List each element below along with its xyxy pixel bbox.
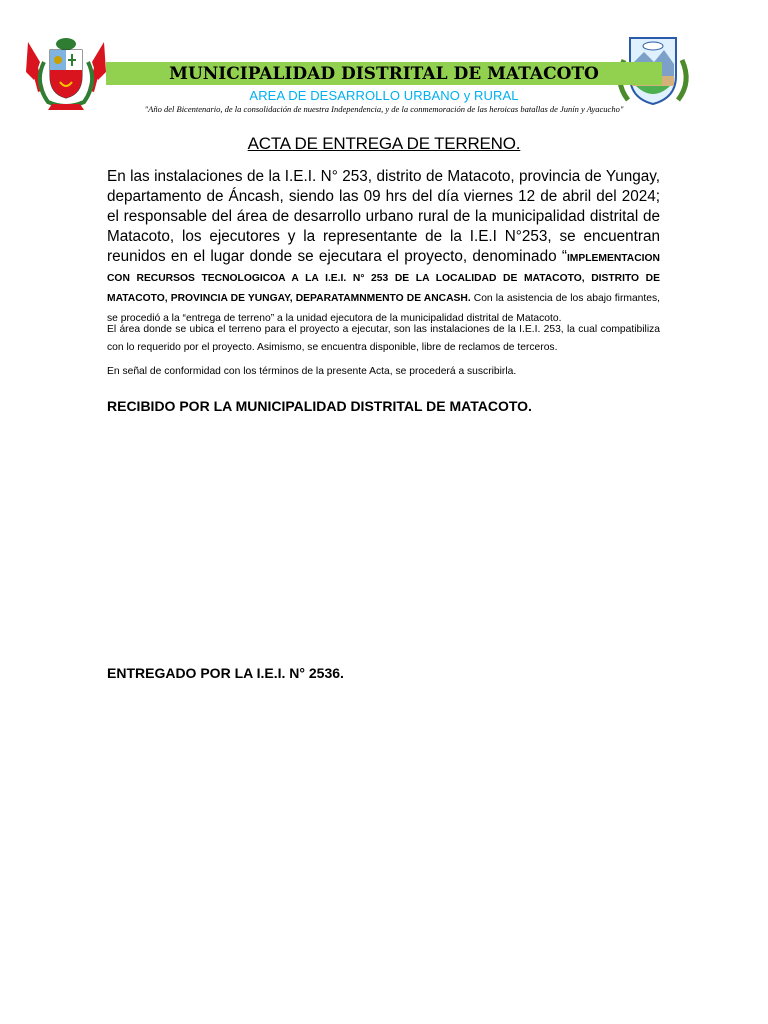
document-title: ACTA DE ENTREGA DE TERRENO. bbox=[247, 134, 521, 153]
terrain-paragraph: El área donde se ubica el terreno para el proyecto a ejecutar, son las instalaciones de la I.E.I. 253, la cual compatibiliza con lo requerido por el proyecto. Asimismo, se encuentra disponible, libre de reclamos de terceros. bbox=[107, 324, 660, 353]
opening-paragraph bbox=[107, 167, 660, 327]
received-by-heading: RECIBIDO POR LA MUNICIPALIDAD DISTRITAL DE MATACOTO. bbox=[107, 398, 532, 414]
opening-tail: Con la asistencia de los abajo firmantes, se procedió a la “entrega de terreno” a la unidad ejecutora de la municipalidad distrital de Matacoto. bbox=[107, 293, 661, 324]
project-name: IMPLEMENTACION CON RECURSOS TECNOLOGICOA A LA I.E.I. N° 253 DE LA LOCALIDAD DE MATACOTO, DISTRITO DE MATACOTO, PROVINCIA DE YUNGAY, DEPARATAMNMENTO DE ANCASH. bbox=[107, 253, 660, 304]
municipality-title: MUNICIPALIDAD DISTRITAL DE MATACOTO bbox=[169, 64, 599, 84]
area-subtitle: AREA DE DESARROLLO URBANO y RURAL bbox=[249, 88, 519, 103]
opening-text: En las instalaciones de la I.E.I. N° 253, distrito de Matacoto, provincia de Yungay, departamento de Áncash, siendo las 09 hrs del día viernes 12 de abril del 2024; el responsable del área de desarrollo urbano rural de la municipalidad distrital de Matacoto, los ejecutores y la representante de la I.E.I N°253, se encuentran reunidos en el lugar donde se ejecutara el proyecto, denominado “ bbox=[107, 168, 660, 265]
peru-coat-of-arms-icon bbox=[22, 32, 110, 112]
agreement-paragraph: En señal de conformidad con los términos de la presente Acta, se procederá a suscribirla. bbox=[107, 366, 517, 377]
year-motto: "Año del Bicentenario, de la consolidación de nuestra Independencia, y de la conmemoración de las heroicas batallas de Junín y Ayacucho" bbox=[144, 104, 624, 114]
delivered-by-heading: ENTREGADO POR LA I.E.I. N° 2536. bbox=[107, 665, 344, 681]
